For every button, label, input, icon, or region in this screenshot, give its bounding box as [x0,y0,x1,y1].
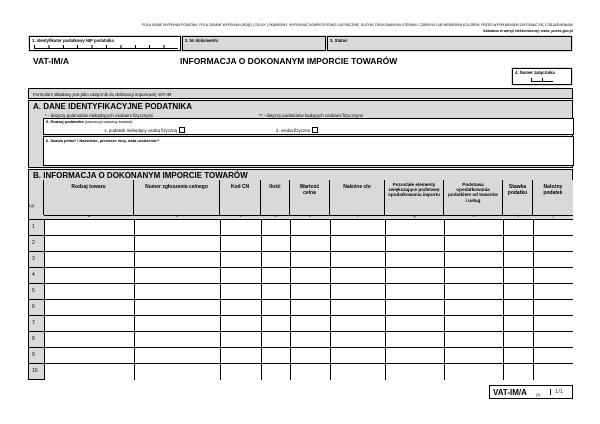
row-number: 7 [32,320,35,326]
option-natural-person[interactable] [276,127,318,133]
lp-header [28,180,44,215]
cell-j-3[interactable] [533,251,573,267]
cell-e-6[interactable] [290,299,330,315]
col-f-letter: f [357,214,358,218]
cell-b-9[interactable] [134,347,220,363]
option-natural-person-label: 2. osoba fizyczna [276,127,310,133]
cell-a-6[interactable] [44,299,134,315]
cell-c-5[interactable] [220,283,261,299]
cell-f-2[interactable] [330,235,385,251]
col-d-label: Ilość [269,184,281,190]
col-a-header [44,180,134,215]
cell-f-6[interactable] [330,299,385,315]
cell-g-3[interactable] [385,251,444,267]
cell-c-6[interactable] [220,299,261,315]
cell-d-2[interactable] [261,235,290,251]
attachment-note-band [28,88,573,99]
cell-a-3[interactable] [44,251,134,267]
cell-b-2[interactable] [134,235,220,251]
status-label: 3. Status [330,38,348,43]
row-number: 1 [32,224,35,230]
cell-c-7[interactable] [220,315,261,331]
attachment-number-field[interactable] [512,68,572,85]
cell-d-3[interactable] [261,251,290,267]
cell-e-8[interactable] [290,331,330,347]
attachment-number-ticks [531,78,553,82]
full-name-label: 6. Nazwa pełna* / Nazwisko, pierwsze imię, data urodzenia** [46,138,160,143]
col-b-label: Numer zgłoszenia celnego [145,184,208,190]
cell-j-5[interactable] [533,283,573,299]
cell-h-10[interactable] [444,363,503,380]
col-b-letter: b [176,214,178,218]
cell-f-10[interactable] [330,363,385,380]
col-i-label: Stawka podatku [507,184,528,196]
cell-d-1[interactable] [261,219,290,235]
document-number-field [182,36,326,51]
col-d-letter: d [274,214,277,218]
cell-d-10[interactable] [261,363,290,380]
footer-version: (3) [536,393,541,397]
taxpayer-type-field [43,118,574,135]
cell-i-4[interactable] [503,267,533,283]
col-i-letter: i [517,214,519,218]
col-h-letter: h [472,214,475,218]
row-number: 9 [32,352,35,358]
cell-e-5[interactable] [290,283,330,299]
footer-form-code: VAT-IM/A [493,388,527,397]
taxpayer-type-label-wrap [46,120,134,124]
cell-b-6[interactable] [134,299,220,315]
cell-a-10[interactable] [44,363,134,380]
cell-h-1[interactable] [444,219,503,235]
nip-digit-ticks [34,45,178,49]
col-f-label: Należne cło [343,184,371,190]
cell-c-8[interactable] [220,331,261,347]
cell-e-2[interactable] [290,235,330,251]
cell-g-5[interactable] [385,283,444,299]
cell-g-6[interactable] [385,299,444,315]
cell-j-2[interactable] [533,235,573,251]
cell-e-3[interactable] [290,251,330,267]
col-j-label: Należny podatek [543,184,563,196]
cell-g-8[interactable] [385,331,444,347]
cell-j-1[interactable] [533,219,573,235]
cell-a-9[interactable] [44,347,134,363]
cell-d-9[interactable] [261,347,290,363]
cell-j-7[interactable] [533,315,573,331]
status-field [327,36,572,51]
cell-j-4[interactable] [533,267,573,283]
nip-field-label: 1. Identyfikator podatkowy NIP podatnika [32,38,114,43]
cell-a-7[interactable] [44,315,134,331]
cell-g-2[interactable] [385,235,444,251]
footer-code-box [489,385,573,399]
section-a-note-left: * - dotyczy podmiotów niebędących osobami fizycznymi [45,113,154,118]
form-code: VAT-IM/A [33,56,70,66]
col-c-header [220,180,261,215]
lp-header-label: Lp. [29,203,36,208]
cell-c-4[interactable] [220,267,261,283]
row-number: 4 [32,272,35,278]
taxpayer-type-label: 5. Rodzaj podatnika [46,119,84,124]
cell-a-5[interactable] [44,283,134,299]
full-name-field[interactable] [43,136,574,166]
cell-g-9[interactable] [385,347,444,363]
submission-note: Składana w wersji elektronicznej: www. puesc.gov.pl [483,29,573,33]
cell-i-8[interactable] [503,331,533,347]
cell-b-8[interactable] [134,331,220,347]
col-d-header [261,180,290,215]
cell-i-5[interactable] [503,283,533,299]
cell-c-10[interactable] [220,363,261,380]
imports-table [28,180,573,380]
cell-j-6[interactable] [533,299,573,315]
option-natural-person-checkbox[interactable] [312,127,318,133]
cell-e-7[interactable] [290,315,330,331]
cell-j-9[interactable] [533,347,573,363]
col-a-letter: a [88,214,90,218]
cell-j-10[interactable] [533,363,573,380]
cell-f-3[interactable] [330,251,385,267]
col-g-label: Pozostałe elementy zwiększające podstawę opodatkowania importu [388,182,440,198]
col-a-label: Rodzaj towaru [71,184,106,190]
row-number: 10 [32,368,38,374]
form-title: INFORMACJA O DOKONANYM IMPORCIE TOWARÓW [180,56,398,66]
cell-e-10[interactable] [290,363,330,380]
col-f-header [330,180,385,215]
cell-f-8[interactable] [330,331,385,347]
col-c-label: Kod CN [230,184,250,190]
cell-g-7[interactable] [385,315,444,331]
cell-i-6[interactable] [503,299,533,315]
col-e-letter: e [309,214,311,218]
section-a-note-right: ** - dotyczy podmiotów będących osobami fizycznymi [259,113,363,118]
cell-h-8[interactable] [444,331,503,347]
nip-field[interactable] [29,36,181,51]
cell-b-7[interactable] [134,315,220,331]
option-non-natural-person[interactable] [104,127,185,133]
cell-d-4[interactable] [261,267,290,283]
cell-j-8[interactable] [533,331,573,347]
col-g-letter: g [413,214,416,218]
footer-page: 1/1 [550,389,563,395]
cell-a-4[interactable] [44,267,134,283]
col-g-header [385,180,444,215]
cell-h-2[interactable] [444,235,503,251]
cell-f-7[interactable] [330,315,385,331]
cell-d-6[interactable] [261,299,290,315]
col-b-header [134,180,220,215]
cell-c-1[interactable] [220,219,261,235]
cell-f-4[interactable] [330,267,385,283]
cell-c-9[interactable] [220,347,261,363]
cell-g-10[interactable] [385,363,444,380]
cell-i-7[interactable] [503,315,533,331]
cell-i-10[interactable] [503,363,533,380]
attachment-number-label: 4. Numer załącznika [515,70,555,75]
cell-e-9[interactable] [290,347,330,363]
cell-h-5[interactable] [444,283,503,299]
section-a-title: A. DANE IDENTYFIKACYJNE PODATNIKA [33,102,192,111]
row-number: 2 [32,240,35,246]
cell-g-1[interactable] [385,219,444,235]
col-i-header [503,180,533,215]
cell-b-10[interactable] [134,363,220,380]
cell-h-7[interactable] [444,315,503,331]
form-instruction: POLA JASNE WYPEŁNIA PODATNIK, POLA CIEMNE WYPEŁNIA URZĄD ( CELNY ) SKARBOWY. WYPEŁNIAĆ KOMPUTEROWO LUB RĘCZNIE, DUŻYMI, DRUKOWANYMI LITERAMI, CZARNYM LUB NIEBIESKIM KOLOREM. PRZED WYPEŁNIENIEM ZAPOZNAĆ SIĘ Z OBJAŚNIENIAMI [142,23,573,27]
cell-a-8[interactable] [44,331,134,347]
cell-c-3[interactable] [220,251,261,267]
cell-b-4[interactable] [134,267,220,283]
option-non-natural-person-label: 1. podatnik niebędący osobą fizyczną [104,127,177,133]
cell-a-2[interactable] [44,235,134,251]
cell-h-3[interactable] [444,251,503,267]
cell-i-1[interactable] [503,219,533,235]
document-number-label: 2. Nr dokumentu [185,38,219,43]
cell-i-2[interactable] [503,235,533,251]
cell-h-9[interactable] [444,347,503,363]
cell-b-5[interactable] [134,283,220,299]
section-b-title: B. INFORMACJA O DOKONANYM IMPORCIE TOWARÓW [33,171,248,180]
cell-h-4[interactable] [444,267,503,283]
row-number: 8 [32,336,35,342]
cell-f-1[interactable] [330,219,385,235]
cell-d-7[interactable] [261,315,290,331]
cell-i-3[interactable] [503,251,533,267]
col-j-letter: j [552,214,554,218]
col-c-letter: c [239,214,242,218]
cell-g-4[interactable] [385,267,444,283]
row-number: 5 [32,288,35,294]
taxpayer-type-hint: (zaznaczyć właściwy kwadrat): [84,120,134,124]
cell-d-8[interactable] [261,331,290,347]
cell-f-5[interactable] [330,283,385,299]
col-h-label: Podstawa opodatkowania podatkiem od towarów i usług [448,182,498,203]
option-non-natural-person-checkbox[interactable] [179,127,185,133]
cell-b-1[interactable] [134,219,220,235]
cell-e-4[interactable] [290,267,330,283]
col-j-header [533,180,573,215]
row-number: 3 [32,256,35,262]
cell-b-3[interactable] [134,251,220,267]
cell-f-9[interactable] [330,347,385,363]
row-number: 6 [32,304,35,310]
col-e-header [290,180,330,215]
col-e-label: Wartość celna [299,184,320,196]
cell-h-6[interactable] [444,299,503,315]
section-a [28,100,573,168]
cell-a-1[interactable] [44,219,134,235]
cell-i-9[interactable] [503,347,533,363]
cell-e-1[interactable] [290,219,330,235]
cell-c-2[interactable] [220,235,261,251]
col-h-header [444,180,503,215]
attachment-note: Formularz składany jest jako załącznik do deklaracji importowej VAT-IM [33,92,172,97]
cell-d-5[interactable] [261,283,290,299]
